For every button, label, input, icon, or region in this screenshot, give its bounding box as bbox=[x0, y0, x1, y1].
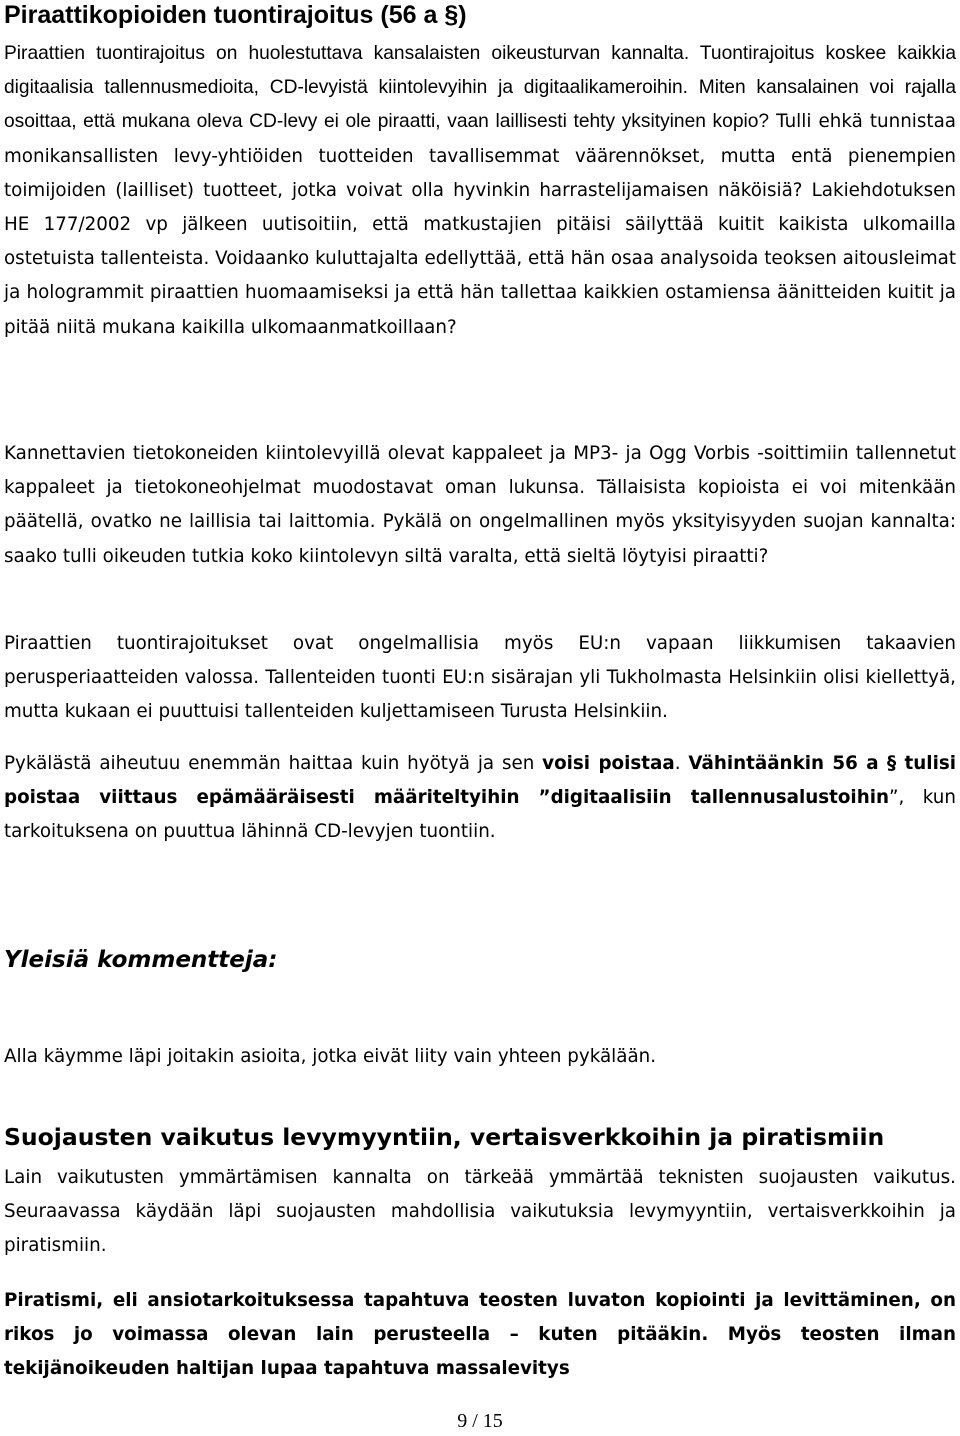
recommendation-text-3: ”, kun tarkoituksena on puuttua lähinnä CD-levyjen tuontiin. bbox=[4, 787, 956, 843]
recommendation-text-2: . bbox=[674, 753, 689, 774]
recommendation-bold-2: Vähintäänkin 56 a § tulisi poistaa viittaus epämääräisesti määriteltyihin ”digitaalisiin tallennusalustoihin bbox=[4, 753, 956, 809]
paragraph-protection-effects: Lain vaikutusten ymmärtämisen kannalta on tärkeää ymmärtää teknisten suojausten vaikutus. Seuraavassa käydään läpi suojausten mahdollisia vaikutuksia levymyyntiin, vertaisverkkoihin ja piratismiin. bbox=[4, 1167, 956, 1257]
paragraph-eu-free-movement: Piraattien tuontirajoitukset ovat ongelmallisia myös EU:n vapaan liikkumisen takaavien perusperiaatteiden valossa. Tallenteiden tuonti EU:n sisärajan yli Tukholmasta Helsinkiin olisi kiellettyä, mutta kukaan ei puuttuisi tallenteiden kuljettamiseen Turusta Helsinkiin. bbox=[4, 633, 956, 723]
paragraph-general-intro: Alla käymme läpi joitakin asioita, jotka eivät liity vain yhteen pykälään. bbox=[4, 1046, 657, 1067]
page-number: 9 / 15 bbox=[457, 1410, 503, 1432]
recommendation-text-1: Pykälästä aiheutuu enemmän haittaa kuin hyötyä ja sen bbox=[4, 753, 543, 774]
paragraph-laptops-mp3: Kannettavien tietokoneiden kiintolevyillä olevat kappaleet ja MP3- ja Ogg Vorbis -soittimiin tallennetut kappaleet ja tietokoneohjelmat muodostavat oman lukunsa. Tällaisista kopioista ei voi mitenkään päätellä, ovatko ne laillisia tai laittomia. Pykälä on ongelmallinen myös yksityisyyden suojan kannalta: saako tulli oikeuden tutkia koko kiintolevyn siltä varalta, että sieltä löytyisi piraatti? bbox=[4, 443, 956, 567]
paragraph-import-restriction-continued: Tulli ehkä tunnistaa monikansallisten levy-yhtiöiden tuotteiden tavallisemmat väärennökset, mutta entä pienempien toimijoiden (lailliset) tuotteet, jotka voivat olla hyvinkin harrastelijamaisen näköisiä? Lakiehdotuksen HE 177/2002 vp jälkeen uutisoitiin, että matkustajien pitäisi säilyttää kuitit kaikista ulkomailla ostetuista tallenteista. Voidaanko kuluttajalta edellyttää, että hän osaa analysoida teoksen aitousleimat ja hologrammit piraattien huomaamiseksi ja että hän tallettaa kaikkien ostamiensa äänitteiden kuitit ja pitää niitä mukana kaikilla ulkomaanmatkoillaan? bbox=[4, 111, 956, 338]
recommendation-bold-1: voisi poistaa bbox=[542, 753, 675, 774]
paragraph-import-restriction bbox=[4, 37, 956, 345]
section-title: Piraattikopioiden tuontirajoitus (56 a §) bbox=[4, 1, 467, 29]
paragraph-piracy-definition: Piratismi, eli ansiotarkoituksessa tapahtuva teosten luvaton kopiointi ja levittäminen, on rikos jo voimassa olevan lain perusteella – kuten pitääkin. Myös teosten ilman tekijänoikeuden haltijan lupaa tapahtuva massalevitys bbox=[4, 1290, 956, 1380]
paragraph-import-restriction-intro: Piraattien tuontirajoitus on huolestuttava kansalaisten oikeusturvan kannalta. Tuontirajoitus koskee kaikkia digitaalisia tallennusmedioita, CD-levyistä kiintolevyihin ja digitaalikameroihin. Miten kansalainen voi rajalla osoittaa, että mukana oleva CD-levy ei ole piraatti, vaan laillisesti tehty yksityinen kopio? bbox=[4, 43, 956, 133]
general-comments-heading: Yleisiä kommentteja: bbox=[4, 947, 278, 973]
paragraph-recommendation bbox=[4, 747, 956, 850]
protection-effects-heading: Suojausten vaikutus levymyyntiin, vertaisverkkoihin ja piratismiin bbox=[4, 1123, 885, 1151]
